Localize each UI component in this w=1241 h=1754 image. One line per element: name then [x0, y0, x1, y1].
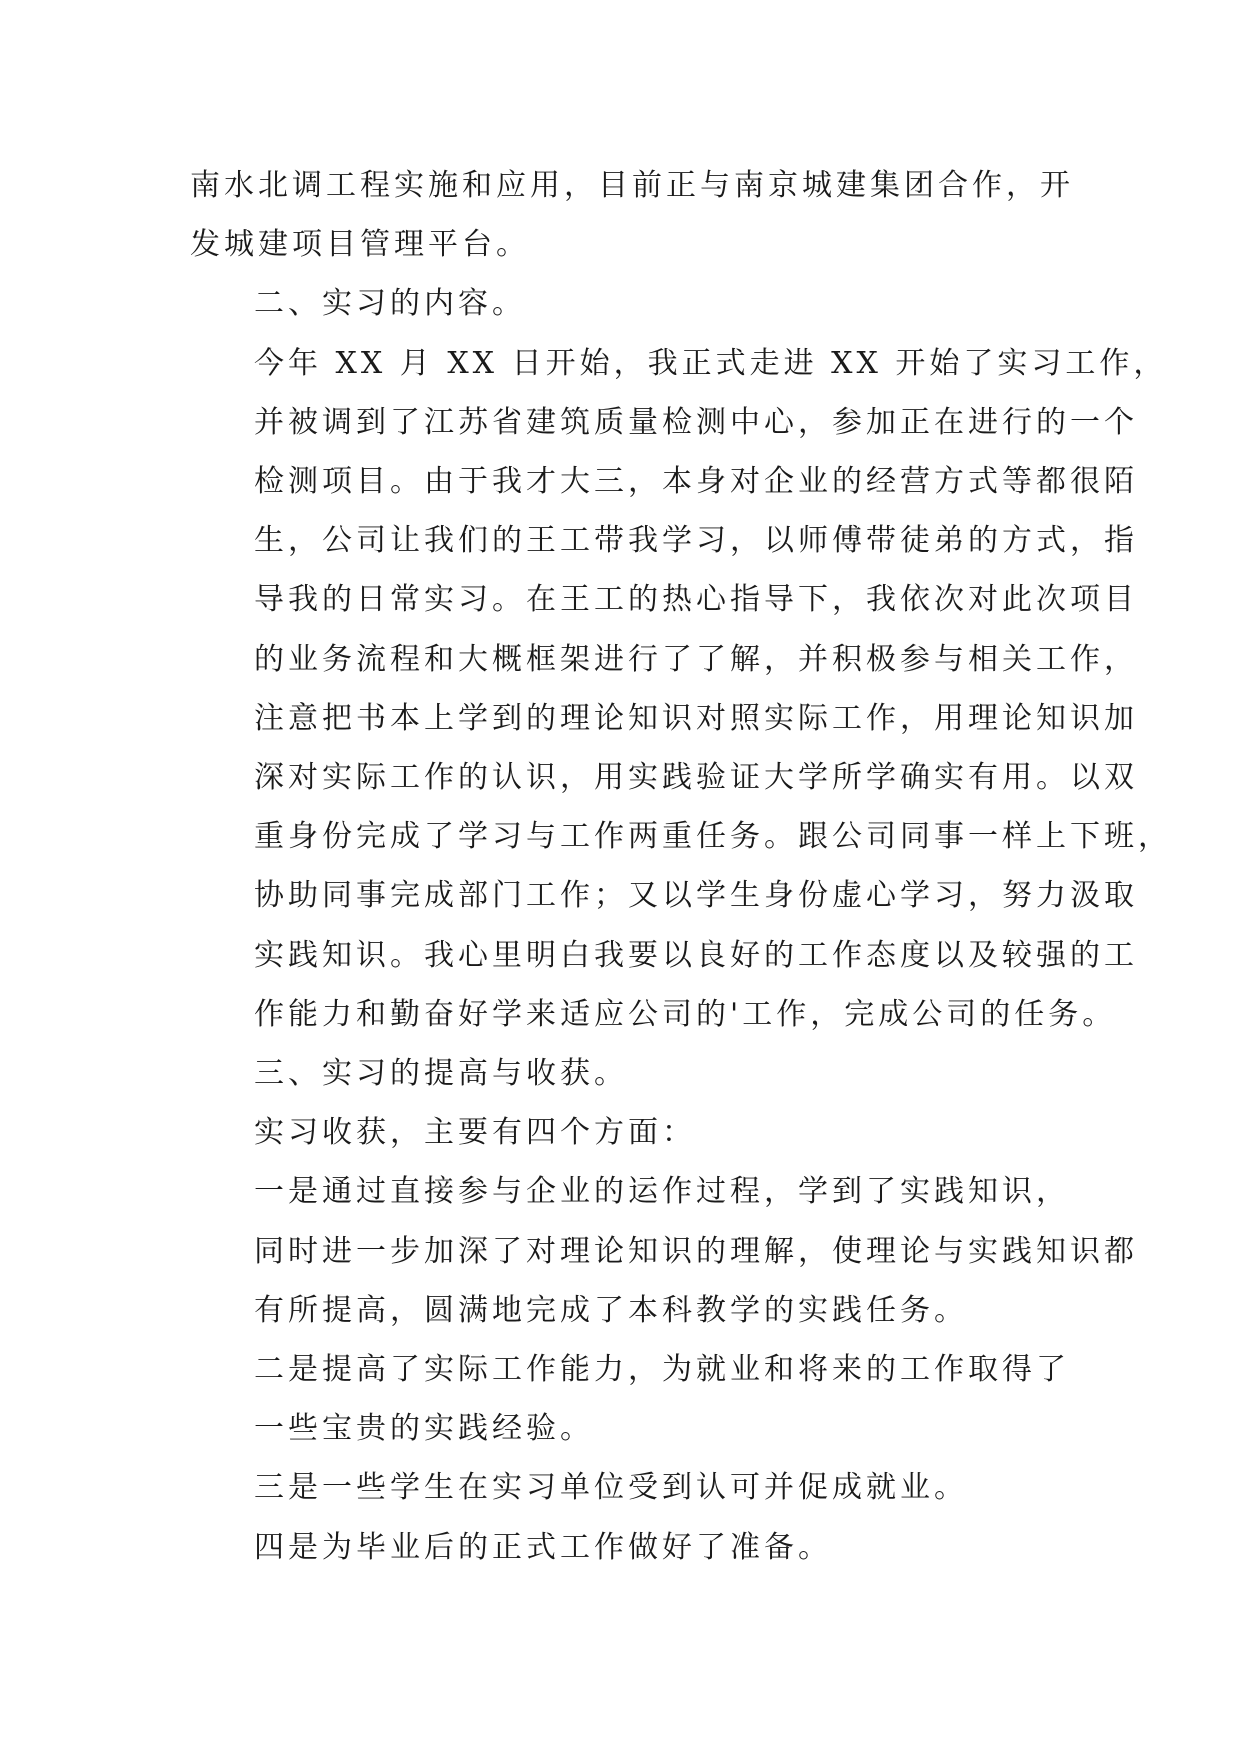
- paragraph: [190, 334, 1172, 1044]
- paragraph: [190, 156, 1074, 274]
- text-line: 一些宝贵的实践经验。: [254, 1411, 594, 1447]
- text-line: 四是为毕业后的正式工作做好了准备。: [254, 1529, 832, 1565]
- text-line: 导我的日常实习。在王工的热心指导下，我依次对此次项目: [254, 582, 1138, 618]
- paragraph: [190, 1518, 1060, 1577]
- text-line: 三是一些学生在实习单位受到认可并促成就业。: [254, 1470, 968, 1506]
- text-line: 有所提高，圆满地完成了本科教学的实践任务。: [254, 1292, 968, 1328]
- text-line: 重身份完成了学习与工作两重任务。跟公司同事一样上下班，: [254, 819, 1172, 855]
- paragraph: [190, 1340, 1070, 1458]
- text-line: 注意把书本上学到的理论知识对照实际工作，用理论知识加: [254, 700, 1138, 736]
- text-line: 实习收获，主要有四个方面：: [254, 1115, 696, 1151]
- text-line: 深对实际工作的认识，用实践验证大学所学确实有用。以双: [254, 760, 1138, 796]
- text-line: 二、实习的内容。: [254, 286, 526, 322]
- text-line: 协助同事完成部门工作；又以学生身份虚心学习，努力汲取: [254, 878, 1138, 914]
- text-line: 作能力和勤奋好学来适应公司的'工作，完成公司的任务。: [254, 996, 1117, 1032]
- text-line: 并被调到了江苏省建筑质量检测中心，参加正在进行的一个: [254, 404, 1138, 440]
- text-line: 今年 XX 月 XX 日开始，我正式走进 XX 开始了实习工作，: [254, 345, 1168, 381]
- text-line: 三、实习的提高与收获。: [254, 1056, 628, 1092]
- text-line: 的业务流程和大概框架进行了了解，并积极参与相关工作，: [254, 641, 1138, 677]
- paragraph: [190, 1103, 1060, 1162]
- text-line: 同时进一步加深了对理论知识的理解，使理论与实践知识都: [254, 1233, 1138, 1269]
- text-line: 发城建项目管理平台。: [190, 227, 530, 263]
- paragraph: [190, 1044, 1060, 1103]
- paragraph: [190, 1458, 1060, 1517]
- text-line: 检测项目。由于我才大三，本身对企业的经营方式等都很陌: [254, 464, 1138, 500]
- document-body: [190, 156, 1172, 1577]
- paragraph: [190, 1162, 1138, 1340]
- text-line: 二是提高了实际工作能力，为就业和将来的工作取得了: [254, 1352, 1070, 1388]
- text-line: 实践知识。我心里明白我要以良好的工作态度以及较强的工: [254, 937, 1138, 973]
- text-line: 一是通过直接参与企业的运作过程，学到了实践知识，: [254, 1174, 1070, 1210]
- paragraph: [190, 274, 1060, 333]
- text-line: 南水北调工程实施和应用，目前正与南京城建集团合作，开: [190, 168, 1074, 203]
- text-line: 生，公司让我们的王工带我学习，以师傅带徒弟的方式，指: [254, 523, 1138, 559]
